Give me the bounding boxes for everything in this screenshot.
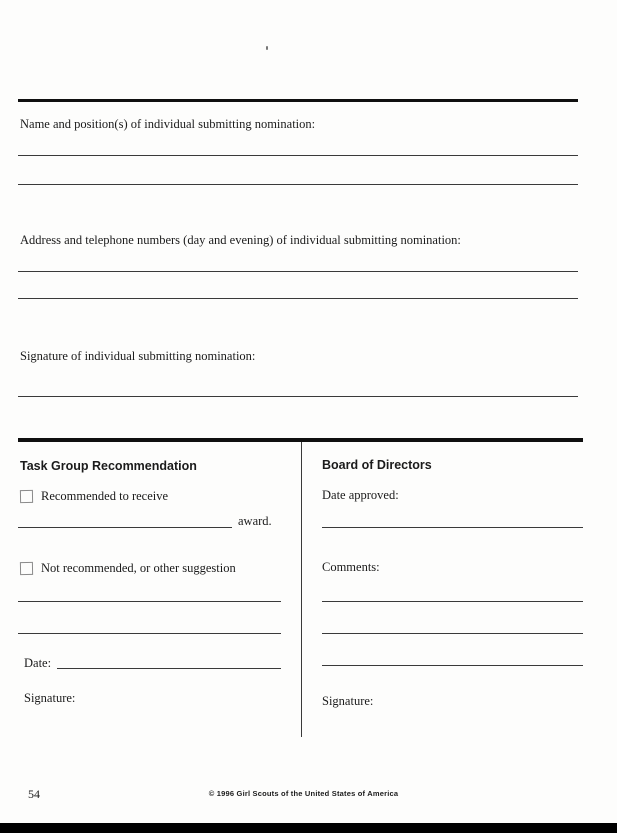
recommended-label: Recommended to receive <box>41 489 169 503</box>
comments-fill-line-2 <box>322 633 583 634</box>
date-approved-label: Date approved: <box>322 488 399 502</box>
task-group-heading: Task Group Recommendation <box>20 459 197 473</box>
board-signature-label: Signature: <box>322 694 374 708</box>
scan-artifact-dot <box>266 46 268 50</box>
page-number: 54 <box>28 787 40 801</box>
name-fill-line-2 <box>18 184 578 185</box>
suggestion-fill-line-1 <box>18 601 281 602</box>
task-group-date-label: Date: <box>24 656 52 670</box>
suggestion-fill-line-2 <box>18 633 281 634</box>
award-suffix-label: award. <box>238 514 272 528</box>
date-approved-fill-line <box>322 527 583 528</box>
submitter-signature-fill-line <box>18 396 578 397</box>
comments-fill-line-3 <box>322 665 583 666</box>
address-fill-line-2 <box>18 298 578 299</box>
not-recommended-label: Not recommended, or other suggestion <box>41 561 236 575</box>
not-recommended-checkbox <box>20 562 33 575</box>
address-fill-line-1 <box>18 271 578 272</box>
submitter-signature-label: Signature of individual submitting nomination: <box>20 349 256 363</box>
scan-edge-bar <box>0 823 617 833</box>
recommended-checkbox <box>20 490 33 503</box>
name-position-label: Name and position(s) of individual submitting nomination: <box>20 117 316 131</box>
award-name-fill-line <box>18 527 232 528</box>
name-fill-line-1 <box>18 155 578 156</box>
task-group-date-fill-line <box>57 668 281 669</box>
copyright-notice: © 1996 Girl Scouts of the United States of America <box>208 789 399 798</box>
column-divider <box>301 442 302 737</box>
task-group-signature-label: Signature: <box>24 691 76 705</box>
board-heading: Board of Directors <box>322 458 432 472</box>
address-telephone-label: Address and telephone numbers (day and evening) of individual submitting nomination: <box>20 233 461 247</box>
comments-label: Comments: <box>322 560 380 574</box>
comments-fill-line-1 <box>322 601 583 602</box>
section-divider-top <box>18 99 578 102</box>
